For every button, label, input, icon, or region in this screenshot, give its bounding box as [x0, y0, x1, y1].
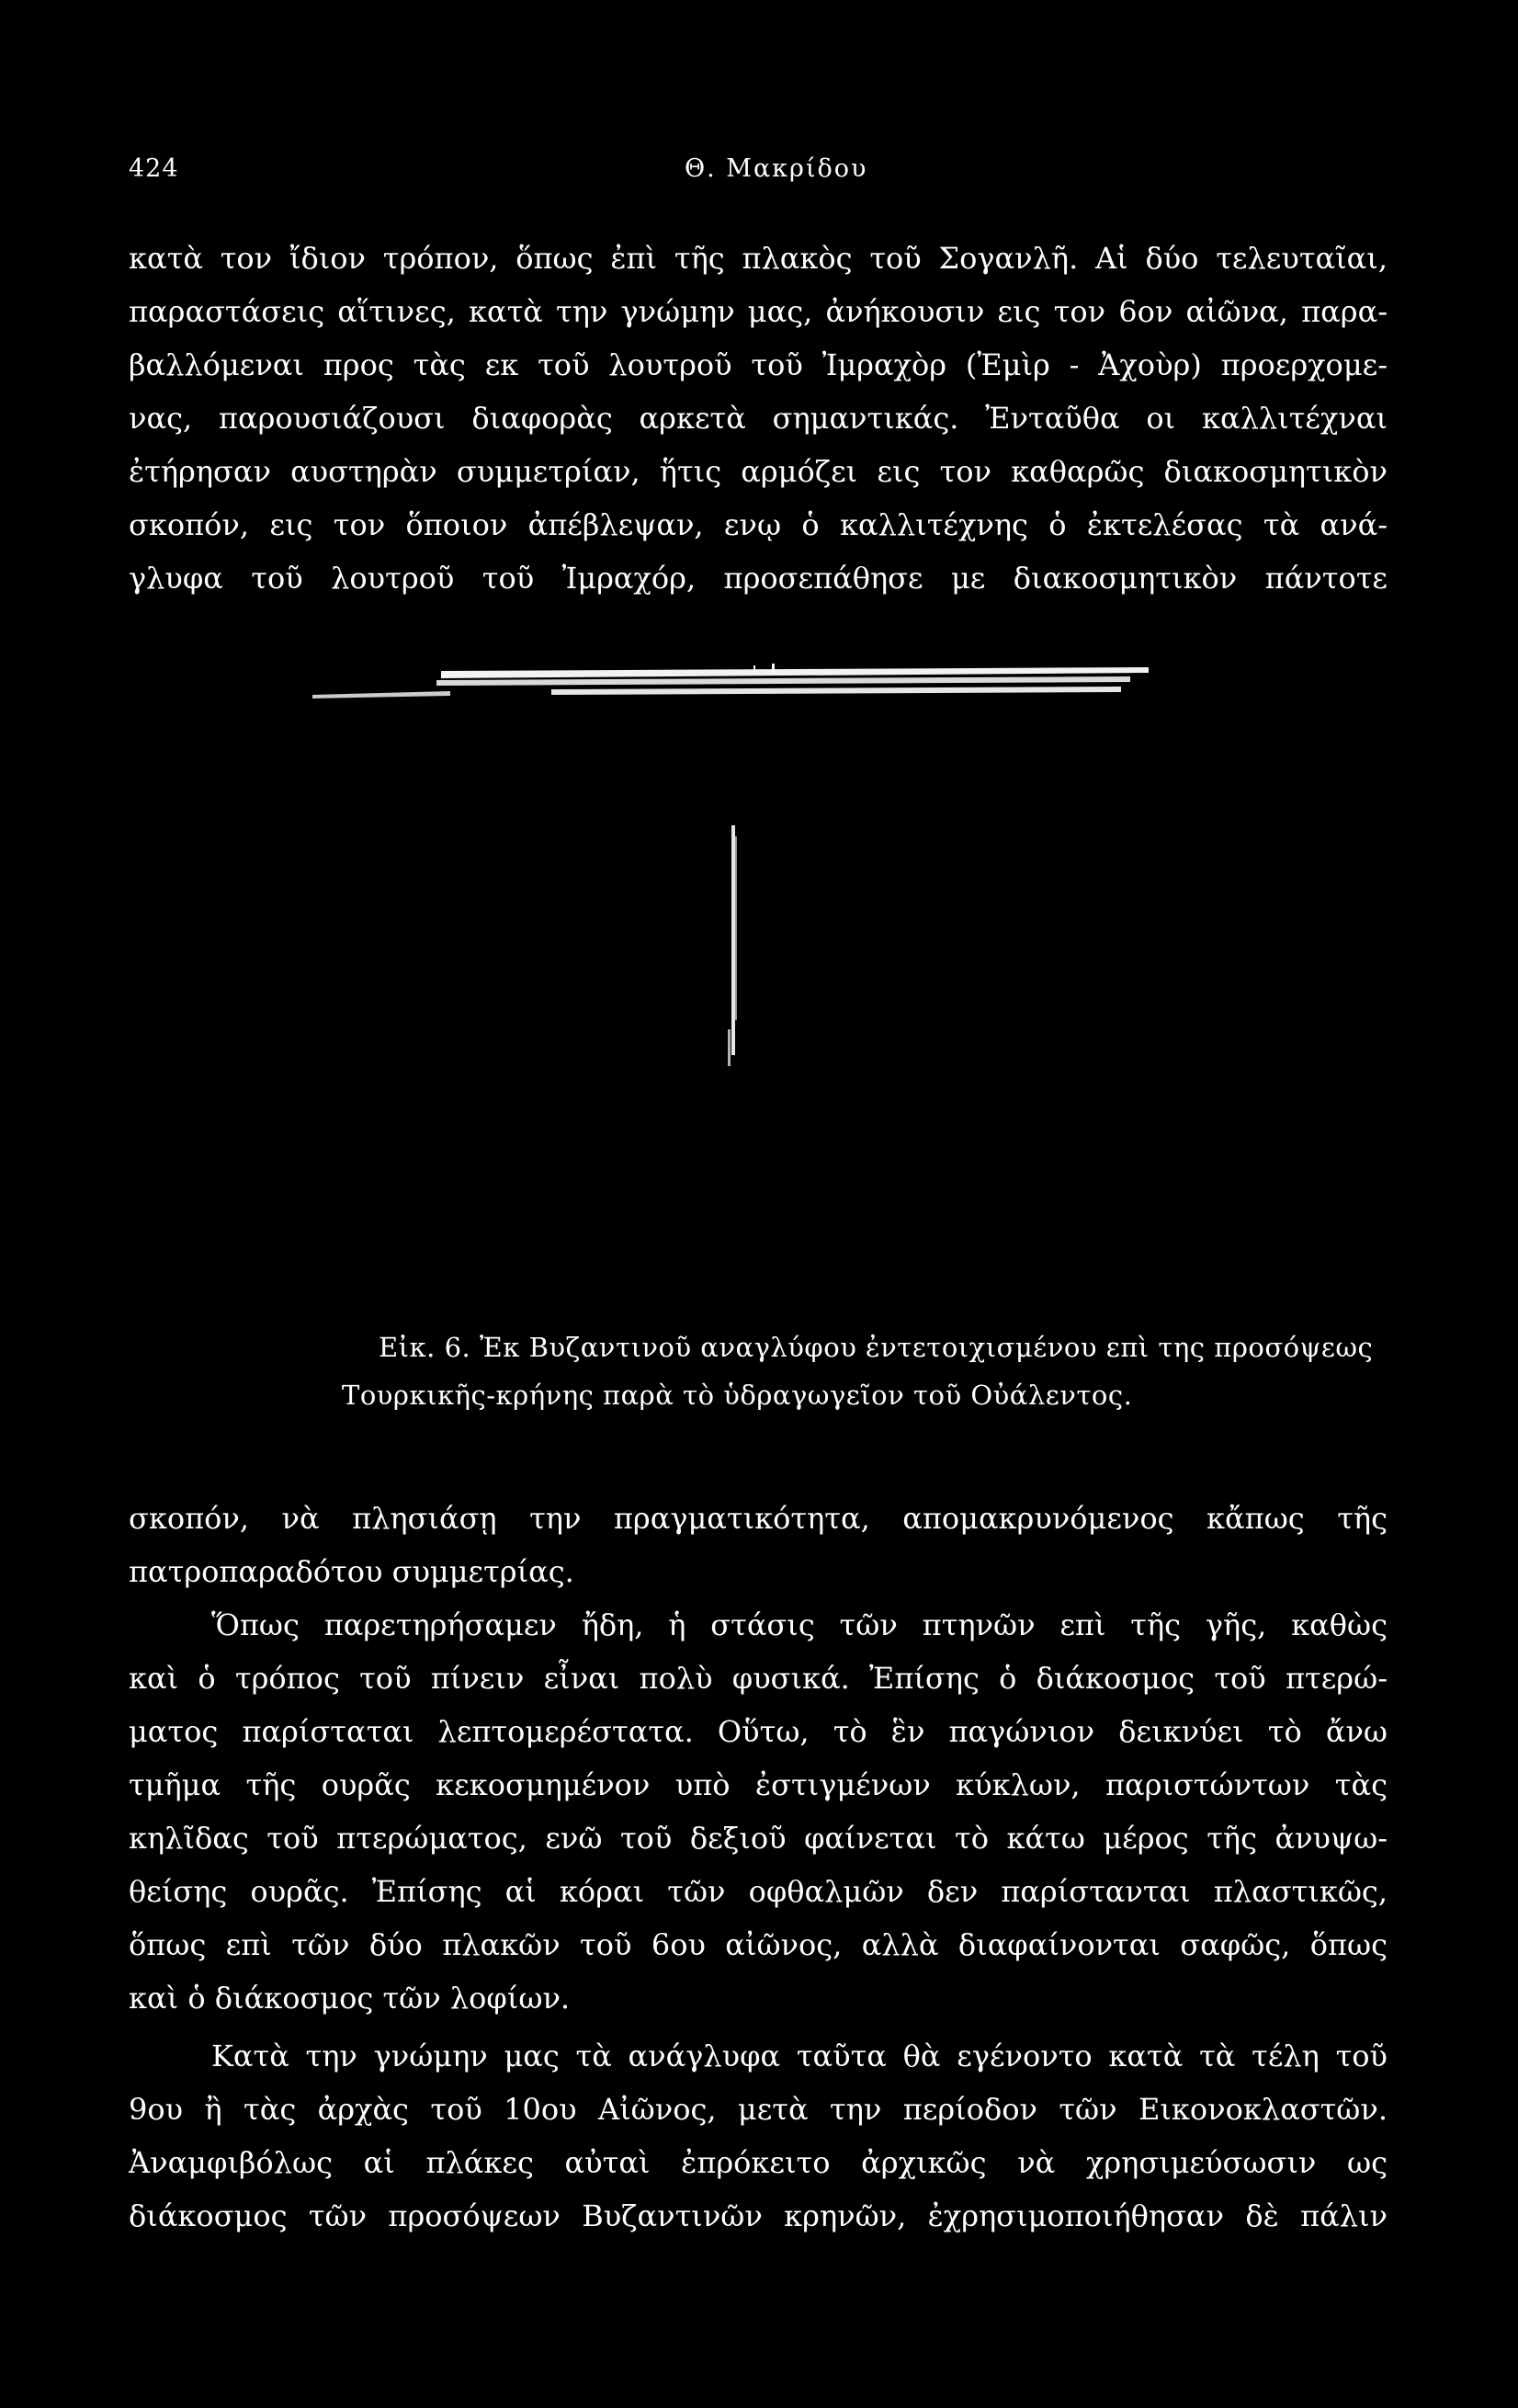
text-line: τμῆμα τῆς ουρᾶς κεκοσμημένον υπὸ ἐστιγμένων κύκλων, παριστώντων τὰς — [129, 1767, 1388, 1802]
text-line: Ὅπως παρετηρήσαμεν ἤδη, ἡ στάσις τῶν πτηνῶν επὶ τῆς γῆς, καθὼς — [211, 1607, 1388, 1642]
text-line: κατὰ τον ἴδιον τρόπον, ὅπως ἐπὶ τῆς πλακὸς τοῦ Σογανλῆ. Αἱ δύο τελευταῖαι, — [129, 241, 1388, 276]
paragraph-3 — [129, 2029, 1388, 2243]
figure-caption — [129, 1323, 1388, 1419]
text-line: γλυφα τοῦ λουτροῦ τοῦ Ἰμραχόρ, προσεπάθησε με διακοσμητικὸν πάντοτε — [129, 561, 1388, 596]
paragraph-2 — [129, 1492, 1388, 2025]
text-line: πατροπαραδότου συμμετρίας. — [129, 1554, 574, 1589]
caption-line: Τουρκικῆς-κρήνης παρὰ τὸ ὑδραγωγεῖον τοῦ Οὐάλεντος. — [342, 1380, 1133, 1411]
caption-line: Εἰκ. 6. Ἐκ Βυζαντινοῦ αναγλύφου ἐντετοιχισμένου επὶ της προσόψεως — [379, 1332, 1374, 1363]
page-header — [129, 154, 1388, 191]
text-line: ματος παρίσταται λεπτομερέστατα. Οὕτω, τὸ ἓν παγώνιον δεικνύει τὸ ἄνω — [129, 1714, 1388, 1749]
text-line: κηλῖδας τοῦ πτερώματος, ενῶ τοῦ δεξιοῦ φαίνεται τὸ κάτω μέρος τῆς ἀνυψω- — [129, 1821, 1388, 1856]
text-line: καὶ ὁ τρόπος τοῦ πίνειν εἶναι πολὺ φυσικά. Ἐπίσης ὁ διάκοσμος τοῦ πτερώ- — [129, 1661, 1388, 1696]
text-line: ἐτήρησαν αυστηρὰν συμμετρίαν, ἥτις αρμόζει εις τον καθαρῶς διακοσμητικὸν — [129, 454, 1388, 489]
running-title: Θ. Μακρίδου — [685, 154, 868, 183]
text-line: σκοπόν, εις τον ὅποιον ἀπέβλεψαν, ενῳ ὁ καλλιτέχνης ὁ ἐκτελέσας τὰ ανά- — [129, 507, 1388, 542]
page-number: 424 — [129, 154, 179, 183]
paragraph-1 — [129, 232, 1388, 605]
text-line: 9ου ἢ τὰς ἀρχὰς τοῦ 10ου Αἰῶνος, μετὰ την περίοδον τῶν Εικονοκλαστῶν. — [129, 2092, 1388, 2127]
text-line: ὅπως επὶ τῶν δύο πλακῶν τοῦ 6ου αἰῶνος, αλλὰ διαφαίνονται σαφῶς, ὅπως — [129, 1927, 1388, 1962]
text-line: σκοπόν, νὰ πλησιάσῃ την πραγματικότητα, απομακρυνόμενος κἄπως τῆς — [129, 1501, 1388, 1536]
relief-photo-remnant — [276, 653, 1195, 1094]
text-line: διάκοσμος τῶν προσόψεων Βυζαντινῶν κρηνῶν, ἐχρησιμοποιήθησαν δὲ πάλιν — [129, 2198, 1388, 2233]
text-line: Κατὰ την γνώμην μας τὰ ανάγλυφα ταῦτα θὰ εγένοντο κατὰ τὰ τέλη τοῦ — [211, 2039, 1388, 2073]
text-line: βαλλόμεναι προς τὰς εκ τοῦ λουτροῦ τοῦ Ἰμραχὸρ (Ἐμὶρ - Ἀχοὺρ) προερχομε- — [129, 347, 1388, 382]
text-line: νας, παρουσιάζουσι διαφορὰς αρκετὰ σημαντικάς. Ἐνταῦθα οι καλλιτέχναι — [129, 401, 1388, 436]
text-line: Ἀναμφιβόλως αἱ πλάκες αὐταὶ ἐπρόκειτο ἀρχικῶς νὰ χρησιμεύσωσιν ως — [129, 2145, 1388, 2180]
text-line: παραστάσεις αἵτινες, κατὰ την γνώμην μας, ἀνήκουσιν εις τον 6ον αἰῶνα, παρα- — [129, 294, 1388, 329]
text-line: θείσης ουρᾶς. Ἐπίσης αἱ κόραι τῶν οφθαλμῶν δεν παρίστανται πλαστικῶς, — [129, 1874, 1388, 1909]
figure-6-photo — [276, 653, 1195, 1094]
text-line: καὶ ὁ διάκοσμος τῶν λοφίων. — [129, 1981, 571, 2016]
